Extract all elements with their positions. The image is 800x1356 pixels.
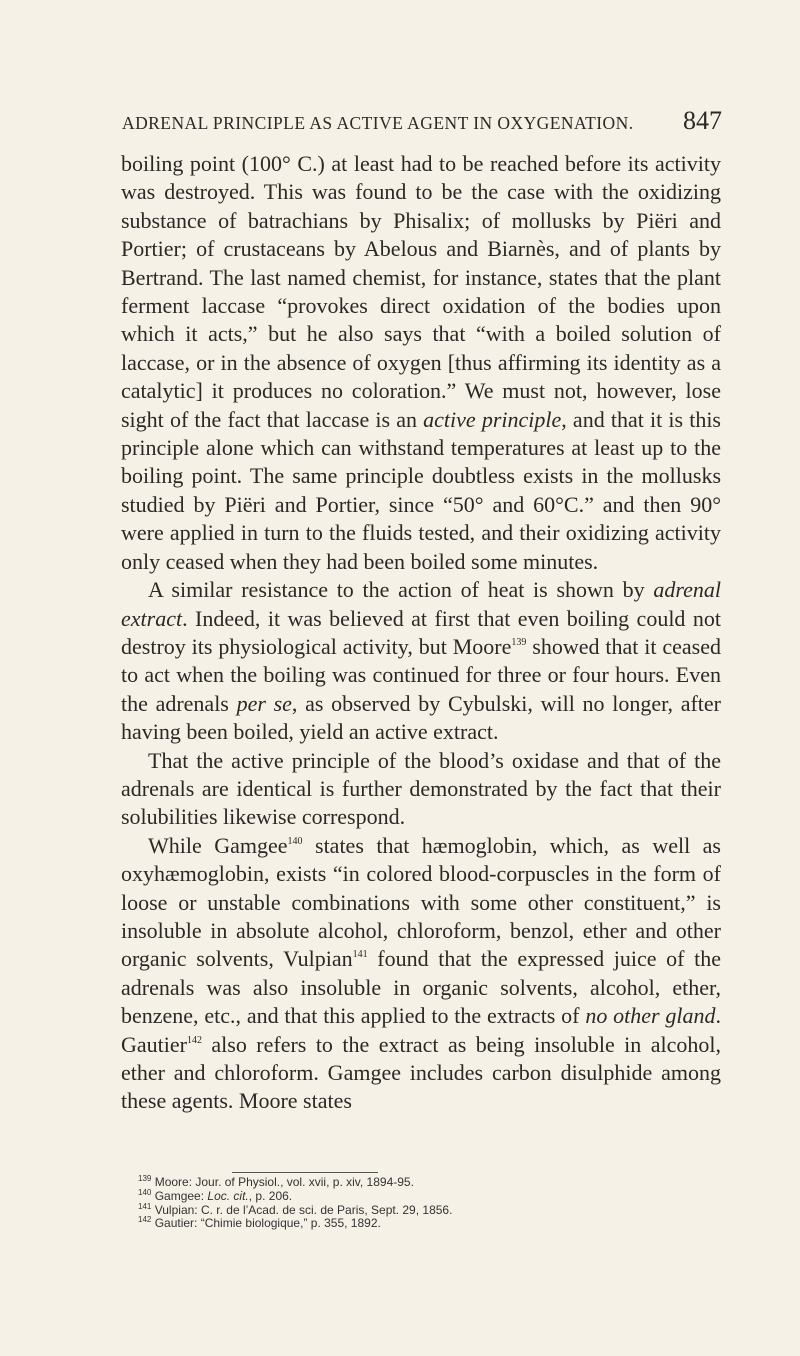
- footnote-ref-141: 141: [352, 949, 368, 961]
- footnote-142: $^{142}$ Gautier: “Chimie biologique,” p. 355, 1892.: [138, 1215, 381, 1231]
- emphasis-active-principle: active principle: [423, 406, 562, 432]
- emphasis-adrenal-extract: adrenal extract: [121, 577, 721, 631]
- footnote-ref-140: 140: [287, 835, 303, 847]
- footnote-141: $^{141}$ Vulpian: C. r. de l’Acad. de sci. de Paris, Sept. 29, 1856.: [138, 1201, 453, 1217]
- body-text: [121, 150, 721, 1116]
- paragraph-2: A similar resistance to the action of heat is shown by adrenal extract. Indeed, it was believed at first that even boiling could not destroy its physiological activity, but Moore$^{139}$ showed that it ceased to act when the boiling was continued for three or four hours. Even the adrenals per se, as observed by Cybulski, will no longer, after having been boiled, yield an active extract.: [121, 577, 722, 745]
- emphasis-no-other-gland: no other gland: [585, 1003, 716, 1029]
- footnote-140: $^{140}$ Gamgee: Loc. cit., p. 206.: [138, 1188, 293, 1203]
- paragraph-4: While Gamgee$^{140}$ states that hæmoglobin, which, as well as oxyhæmoglobin, exists “in colored blood-corpuscles in the form of loose or unstable combinations with some other constituent,” is insoluble in absolute alcohol, chloroform, benzol, ether and other organic solvents, Vulpian$^{141}$ found that the expressed juice of the adrenals was also insoluble in organic solvents, alcohol, ether, benzene, etc., and that this applied to the extracts of no other gland. Gautier$^{142}$ also refers to the extract as being insoluble in alcohol, ether and chloroform. Gamgee includes carbon disulphide among these agents. Moore states: [121, 832, 721, 1114]
- page-number: 847: [683, 106, 722, 135]
- paragraph-3: That the active principle of the blood’s oxidase and that of the adrenals are identical is further demonstrated by the fact that their solubilities likewise correspond.: [121, 747, 721, 830]
- footnotes: [138, 1176, 722, 1231]
- footnote-ref-142: 142: [186, 1034, 202, 1046]
- emphasis-per-se: per se: [236, 690, 292, 716]
- footnote-139: $^{139}$ Moore: Jour. of Physiol., vol. xvii, p. xiv, 1894-95.: [138, 1174, 414, 1189]
- running-head: [122, 102, 722, 134]
- paragraph-1: boiling point (100° C.) at least had to be reached before its activity was destroyed. This was found to be the case with the oxidizing substance of batrachians by Phisalix; of mollusks by Piëri and Portier; of crustaceans by Abelous and Biarnès, and of plants by Bertrand. The last named chemist, for instance, states that the plant ferment laccase “provokes direct oxidation of the bodies upon which it acts,” but he also says that “with a boiled solution of laccase, or in the absence of oxygen [thus affirming its identity as a catalytic] it produces no coloration.” We must not, however, lose sight of the fact that laccase is an active principle, and that it is this principle alone which can withstand temperatures at least up to the boiling point. The same principle doubtless exists in the mollusks studied by Piëri and Portier, since “50° and 60°C.” and then 90° were applied in turn to the fluids tested, and their oxidizing activity only ceased when they had been boiled some minutes.: [121, 151, 721, 574]
- footnote-ref-139: 139: [511, 636, 527, 648]
- running-head-title: ADRENAL PRINCIPLE AS ACTIVE AGENT IN OXYGENATION.: [122, 113, 634, 133]
- footnote-divider: [232, 1172, 378, 1173]
